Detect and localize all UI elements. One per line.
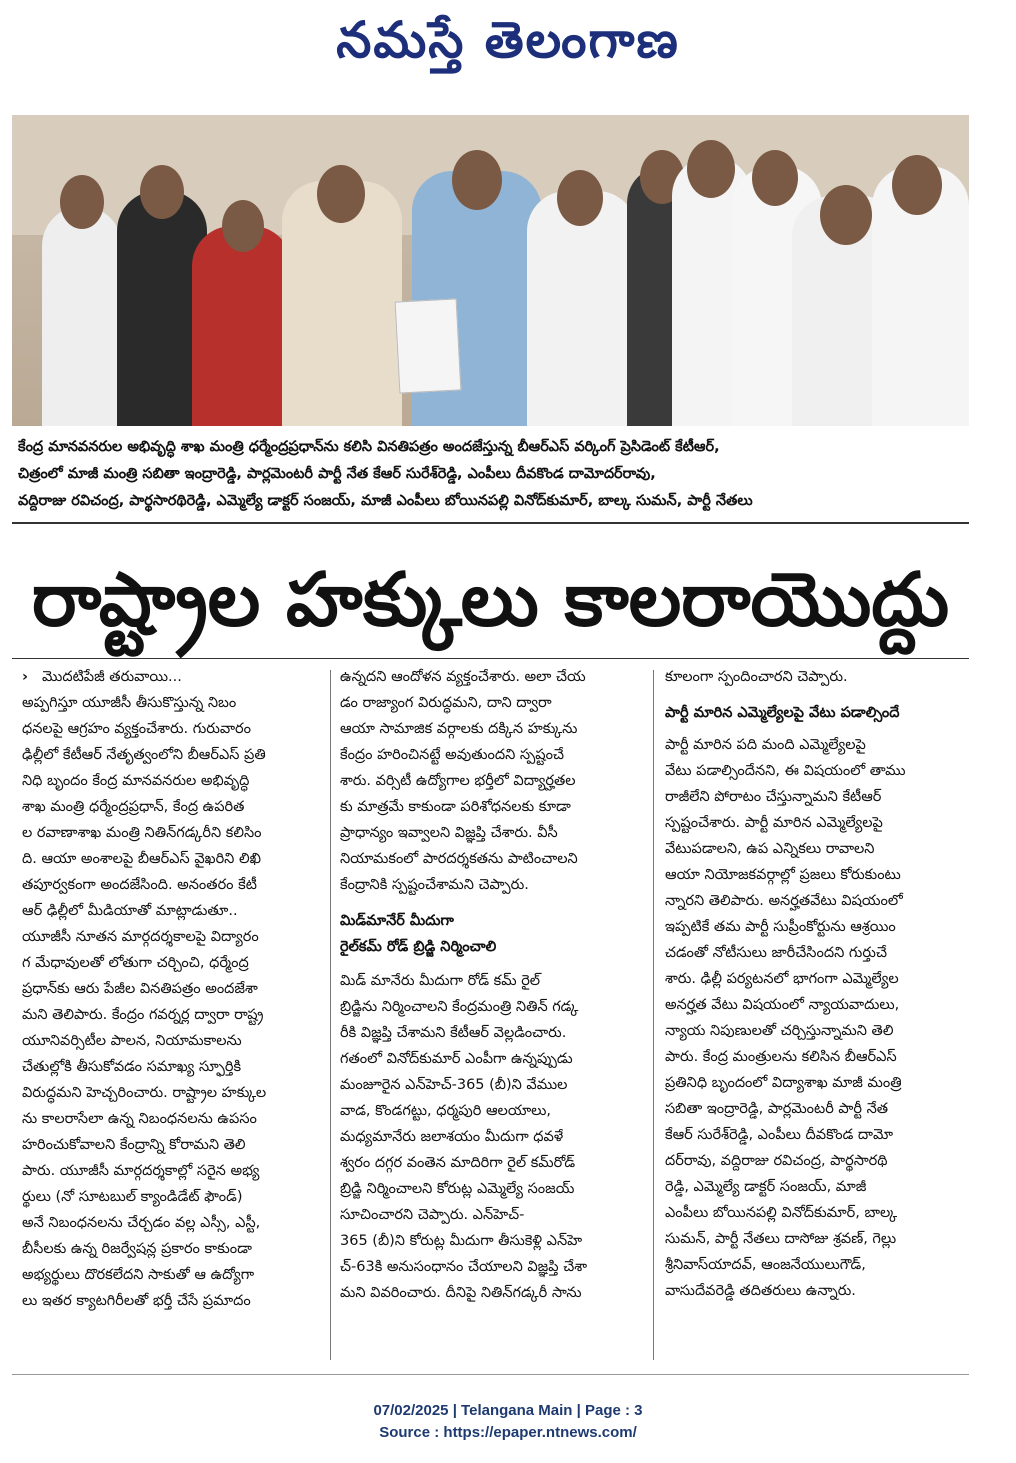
masthead-logo: నమస్తే తెలంగాణ [336, 10, 680, 69]
body-line: పారు. కేంద్ర మంత్రులను కలిసిన బీఆర్‌ఎస్ [665, 1049, 897, 1065]
body-line: గతంలో వినోద్‌కుమార్ ఎంపీగా ఉన్నప్పుడు [340, 1051, 573, 1067]
body-line: లు ఇతర క్యాటగిరీలతో భర్తీ చేసే ప్రమాదం [22, 1293, 251, 1309]
body-line: వేటు పడాల్సిందేనని, ఈ విషయంలో తాము [665, 763, 906, 779]
footer-date-page: 07/02/2025 | Telangana Main | Page : 3 [373, 1402, 643, 1419]
article-column-3 [665, 664, 965, 1304]
body-line: ప్రధాన్‌కు ఆరు పేజీల వినతిపత్రం అందజేశా [22, 981, 258, 997]
body-line: నిధి బృందం కేంద్ర మానవనరుల అభివృద్ధి [22, 773, 250, 789]
body-line: బీసీలకు ఉన్న రిజర్వేషన్ల ప్రకారం కాకుండా [22, 1241, 252, 1257]
body-line: డం రాజ్యాంగ విరుద్ధమని, దాని ద్వారా [340, 695, 552, 711]
body-line: యూజీసీ నూతన మార్గదర్శకాలపై విద్యారం [22, 929, 259, 945]
body-line: దర్‌రావు, వద్దిరాజు రవిచంద్ర, పార్థసారథి [665, 1153, 888, 1169]
body-line: అభ్యర్థులు దొరకలేదని సాకుతో ఆ ఉద్యోగా [22, 1267, 255, 1283]
body-line: రెడ్డి, ఎమ్మెల్యే డాక్టర్ సంజయ్, మాజీ [665, 1179, 867, 1195]
news-photo [12, 115, 969, 426]
body-line: చడంతో నోటీసులు జారీచేసిందని గుర్తుచే [665, 945, 887, 961]
subheading: పార్టీ మారిన ఎమ్మెల్యేలపై వేటు పడాల్సిందే [665, 705, 900, 721]
body-line: మధ్యమానేరు జలాశయం మీదుగా ధవళే [340, 1129, 564, 1145]
body-line: న్యాయ నిపుణులతో చర్చిస్తున్నామని తెలి [665, 1023, 894, 1039]
body-line: ను కాలరాసేలా ఉన్న నిబంధనలను ఉపసం [22, 1111, 257, 1127]
body-line: పార్టీ మారిన పది మంది ఎమ్మెల్యేలపై [665, 737, 866, 753]
article-column-1 [22, 664, 317, 1314]
body-line: కు మాత్రమే కాకుండా పరిశోధనలకు కూడా [340, 799, 571, 815]
body-line: నియామకంలో పారదర్శకతను పాటించాలని [340, 851, 578, 867]
body-line: కూలంగా స్పందించారని చెప్పారు. [665, 669, 848, 685]
body-line: అప్పగిస్తూ యూజీసీ తీసుకొస్తున్న నిబం [22, 695, 237, 711]
divider-rule [12, 1374, 969, 1375]
body-line: ఆర్ ఢిల్లీలో మీడియాతో మాట్లాడుతూ.. [22, 903, 238, 919]
body-line: ప్రతినిధి బృందంలో విద్యాశాఖ మాజీ మంత్రి [665, 1075, 902, 1091]
divider-rule [12, 522, 969, 524]
body-line: శ్వరం దగ్గర వంతెన మాదిరిగా రైల్ కమ్‌రోడ్ [340, 1155, 576, 1171]
continuation-note: › మొదటిపేజీ తరువాయి... [22, 669, 182, 685]
column-divider [330, 670, 331, 1360]
body-line: మిడ్ మానేరు మీదుగా రోడ్ కమ్ రైల్ [340, 973, 541, 989]
body-line: కేంద్రం హరించినట్టే అవుతుందని స్పష్టంచే [340, 747, 565, 763]
body-line: ప్రాధాన్యం ఇవ్వాలని విజ్ఞప్తి చేశారు. వీసీ [340, 825, 558, 841]
body-line: ఆయా సామాజిక వర్గాలకు దక్కిన హక్కును [340, 721, 578, 737]
body-line: యూనివర్సిటీల పాలన, నియామకాలను [22, 1033, 242, 1049]
body-line: ఎంపీలు బోయినపల్లి వినోద్‌కుమార్, బాల్క [665, 1205, 898, 1221]
caption-line: వద్దిరాజు రవిచంద్ర, పార్థసారథిరెడ్డి, ఎమ్మెల్యే డాక్టర్ సంజయ్, మాజీ ఎంపీలు బోయినపల్లి వినోద్‌కుమార్, బాల్క సుమన్, పార్టీ నేతలు [18, 493, 753, 509]
subheading: మిడ్‌మానేర్ మీదుగా [340, 913, 454, 929]
body-line: 365 (బీ)ని కోరుట్ల మీదుగా తీసుకెళ్లి ఎన్‌హె [340, 1233, 583, 1249]
body-line: న్నారని తెలిపారు. అనర్హతవేటు విషయంలో [665, 893, 903, 909]
body-line: మని వివరించారు. దీనిపై నితిన్‌గడ్కరీ సాను [340, 1285, 582, 1301]
article-column-2 [340, 664, 640, 1306]
body-line: గ మేధావులతో లోతుగా చర్చించి, ధర్మేంద్ర [22, 955, 249, 971]
column-divider [653, 670, 654, 1360]
body-line: చేతుల్లోకి తీసుకోవడం సమాఖ్య స్ఫూర్తికి [22, 1059, 242, 1075]
caption-line: కేంద్ర మానవనరుల అభివృద్ధి శాఖ మంత్రి ధర్మేంద్రప్రధాన్‌ను కలిసి వినతిపత్రం అందజేస్తున్న బీఆర్‌ఎస్ వర్కింగ్ ప్రెసిడెంట్ కేటీఆర్, [18, 439, 720, 455]
body-line: ర్థులు (నో సూటబుల్ క్యాండిడేట్ ఫౌండ్) [22, 1189, 243, 1205]
body-line: పారు. యూజీసీ మార్గదర్శకాల్లో సరైన అభ్య [22, 1163, 260, 1179]
subheading: రైల్‌కమ్ రోడ్ బ్రిడ్జి నిర్మించాలి [340, 939, 497, 955]
body-line: అనర్హత వేటు విషయంలో న్యాయవాదులు, [665, 997, 900, 1013]
body-line: ది. ఆయా అంశాలపై బీఆర్‌ఎస్ వైఖరిని లిఖి [22, 851, 261, 867]
body-line: ధనలపై ఆగ్రహం వ్యక్తంచేశారు. గురువారం [22, 721, 252, 737]
body-line: హరించుకోవాలని కేంద్రాన్ని కోరామని తెలి [22, 1137, 246, 1153]
body-line: బ్రిడ్జిను నిర్మించాలని కేంద్రమంత్రి నితిన్ గడ్క [340, 999, 579, 1015]
body-line: బ్రిడ్జి నిర్మించాలని కోరుట్ల ఎమ్మెల్యే సంజయ్ [340, 1181, 575, 1197]
body-line: శాఖ మంత్రి ధర్మేంద్రప్రధాన్, కేంద్ర ఉపరిత [22, 799, 245, 815]
body-line: సుమన్, పార్టీ నేతలు దాసోజు శ్రవణ్, గెల్లు [665, 1231, 897, 1247]
photo-caption [18, 434, 968, 515]
body-line: విరుద్ధమని హెచ్చరించారు. రాష్ట్రాల హక్కుల [22, 1085, 267, 1101]
body-line: రాజీలేని పోరాటం చేస్తున్నామని కేటీఆర్ [665, 789, 882, 805]
body-line: మని తెలిపారు. కేంద్రం గవర్నర్ల ద్వారా రాష్ట్ర [22, 1007, 264, 1023]
body-line: అనే నిబంధనలను చేర్చడం వల్ల ఎస్సీ, ఎస్టీ, [22, 1215, 261, 1231]
body-line: మంజూరైన ఎన్‌హెచ్-365 (బీ)ని వేముల [340, 1077, 568, 1093]
body-line: ఆయా నియోజకవర్గాల్లో ప్రజలు కోరుకుంటు [665, 867, 901, 883]
body-line: కేఆర్ సురేశ్‌రెడ్డి, ఎంపీలు దీవకొండ దామో [665, 1127, 893, 1143]
body-line: చ్-63కి అనుసంధానం చేయాలని విజ్ఞప్తి చేశా [340, 1259, 588, 1275]
body-line: ఢిల్లీలో కేటీఆర్ నేతృత్వంలోని బీఆర్‌ఎస్ ప్రతి [22, 747, 266, 763]
body-line: శారు. ఢిల్లీ పర్యటనలో భాగంగా ఎమ్మెల్యేల [665, 971, 899, 987]
body-line: కేంద్రానికి స్పష్టంచేశామని చెప్పారు. [340, 877, 529, 893]
chevron-right-icon: › [22, 669, 28, 685]
body-line: రీకి విజ్ఞప్తి చేశామని కేటీఆర్ వెల్లడించారు. [340, 1025, 567, 1041]
body-line: స్పష్టంచేశారు. పార్టీ మారిన ఎమ్మెల్యేలపై [665, 815, 883, 831]
caption-line: చిత్రంలో మాజీ మంత్రి సబితా ఇంద్రారెడ్డి, పార్లమెంటరీ పార్టీ నేత కేఆర్ సురేశ్‌రెడ్డి, ఎంపీలు దీవకొండ దామోదర్‌రావు, [18, 466, 656, 482]
body-line: తపూర్వకంగా అందజేసింది. అనంతరం కేటీ [22, 877, 257, 893]
divider-rule [12, 658, 969, 659]
body-line: ఇప్పటికే తమ పార్టీ సుప్రీంకోర్టును ఆశ్రయిం [665, 919, 896, 935]
headline: రాష్ట్రాల హక్కులు కాలరాయొద్దు [31, 557, 950, 643]
footer-source-link[interactable]: Source : https://epaper.ntnews.com/ [379, 1424, 637, 1441]
body-line: శ్రీనివాస్‌యాదవ్, ఆంజనేయులుగౌడ్, [665, 1257, 866, 1273]
body-line: వాడ, కొండగట్టు, ధర్మపురి ఆలయాలు, [340, 1103, 552, 1119]
body-line: ల రవాణాశాఖ మంత్రి నితిన్‌గడ్కరీని కలిసిం [22, 825, 262, 841]
body-line: ఉన్నదని ఆందోళన వ్యక్తంచేశారు. అలా చేయ [340, 669, 586, 685]
body-line: వేటుపడాలని, ఉప ఎన్నికలు రావాలని [665, 841, 875, 857]
body-line: శారు. వర్సిటీ ఉద్యోగాల భర్తీలో విద్యార్హతల [340, 773, 576, 789]
body-line: సబితా ఇంద్రారెడ్డి, పార్లమెంటరీ పార్టీ నేత [665, 1101, 889, 1117]
body-line: వాసుదేవరెడ్డి తదితరులు ఉన్నారు. [665, 1283, 856, 1299]
body-line: సూచించారని చెప్పారు. ఎన్‌హెచ్- [340, 1207, 525, 1223]
